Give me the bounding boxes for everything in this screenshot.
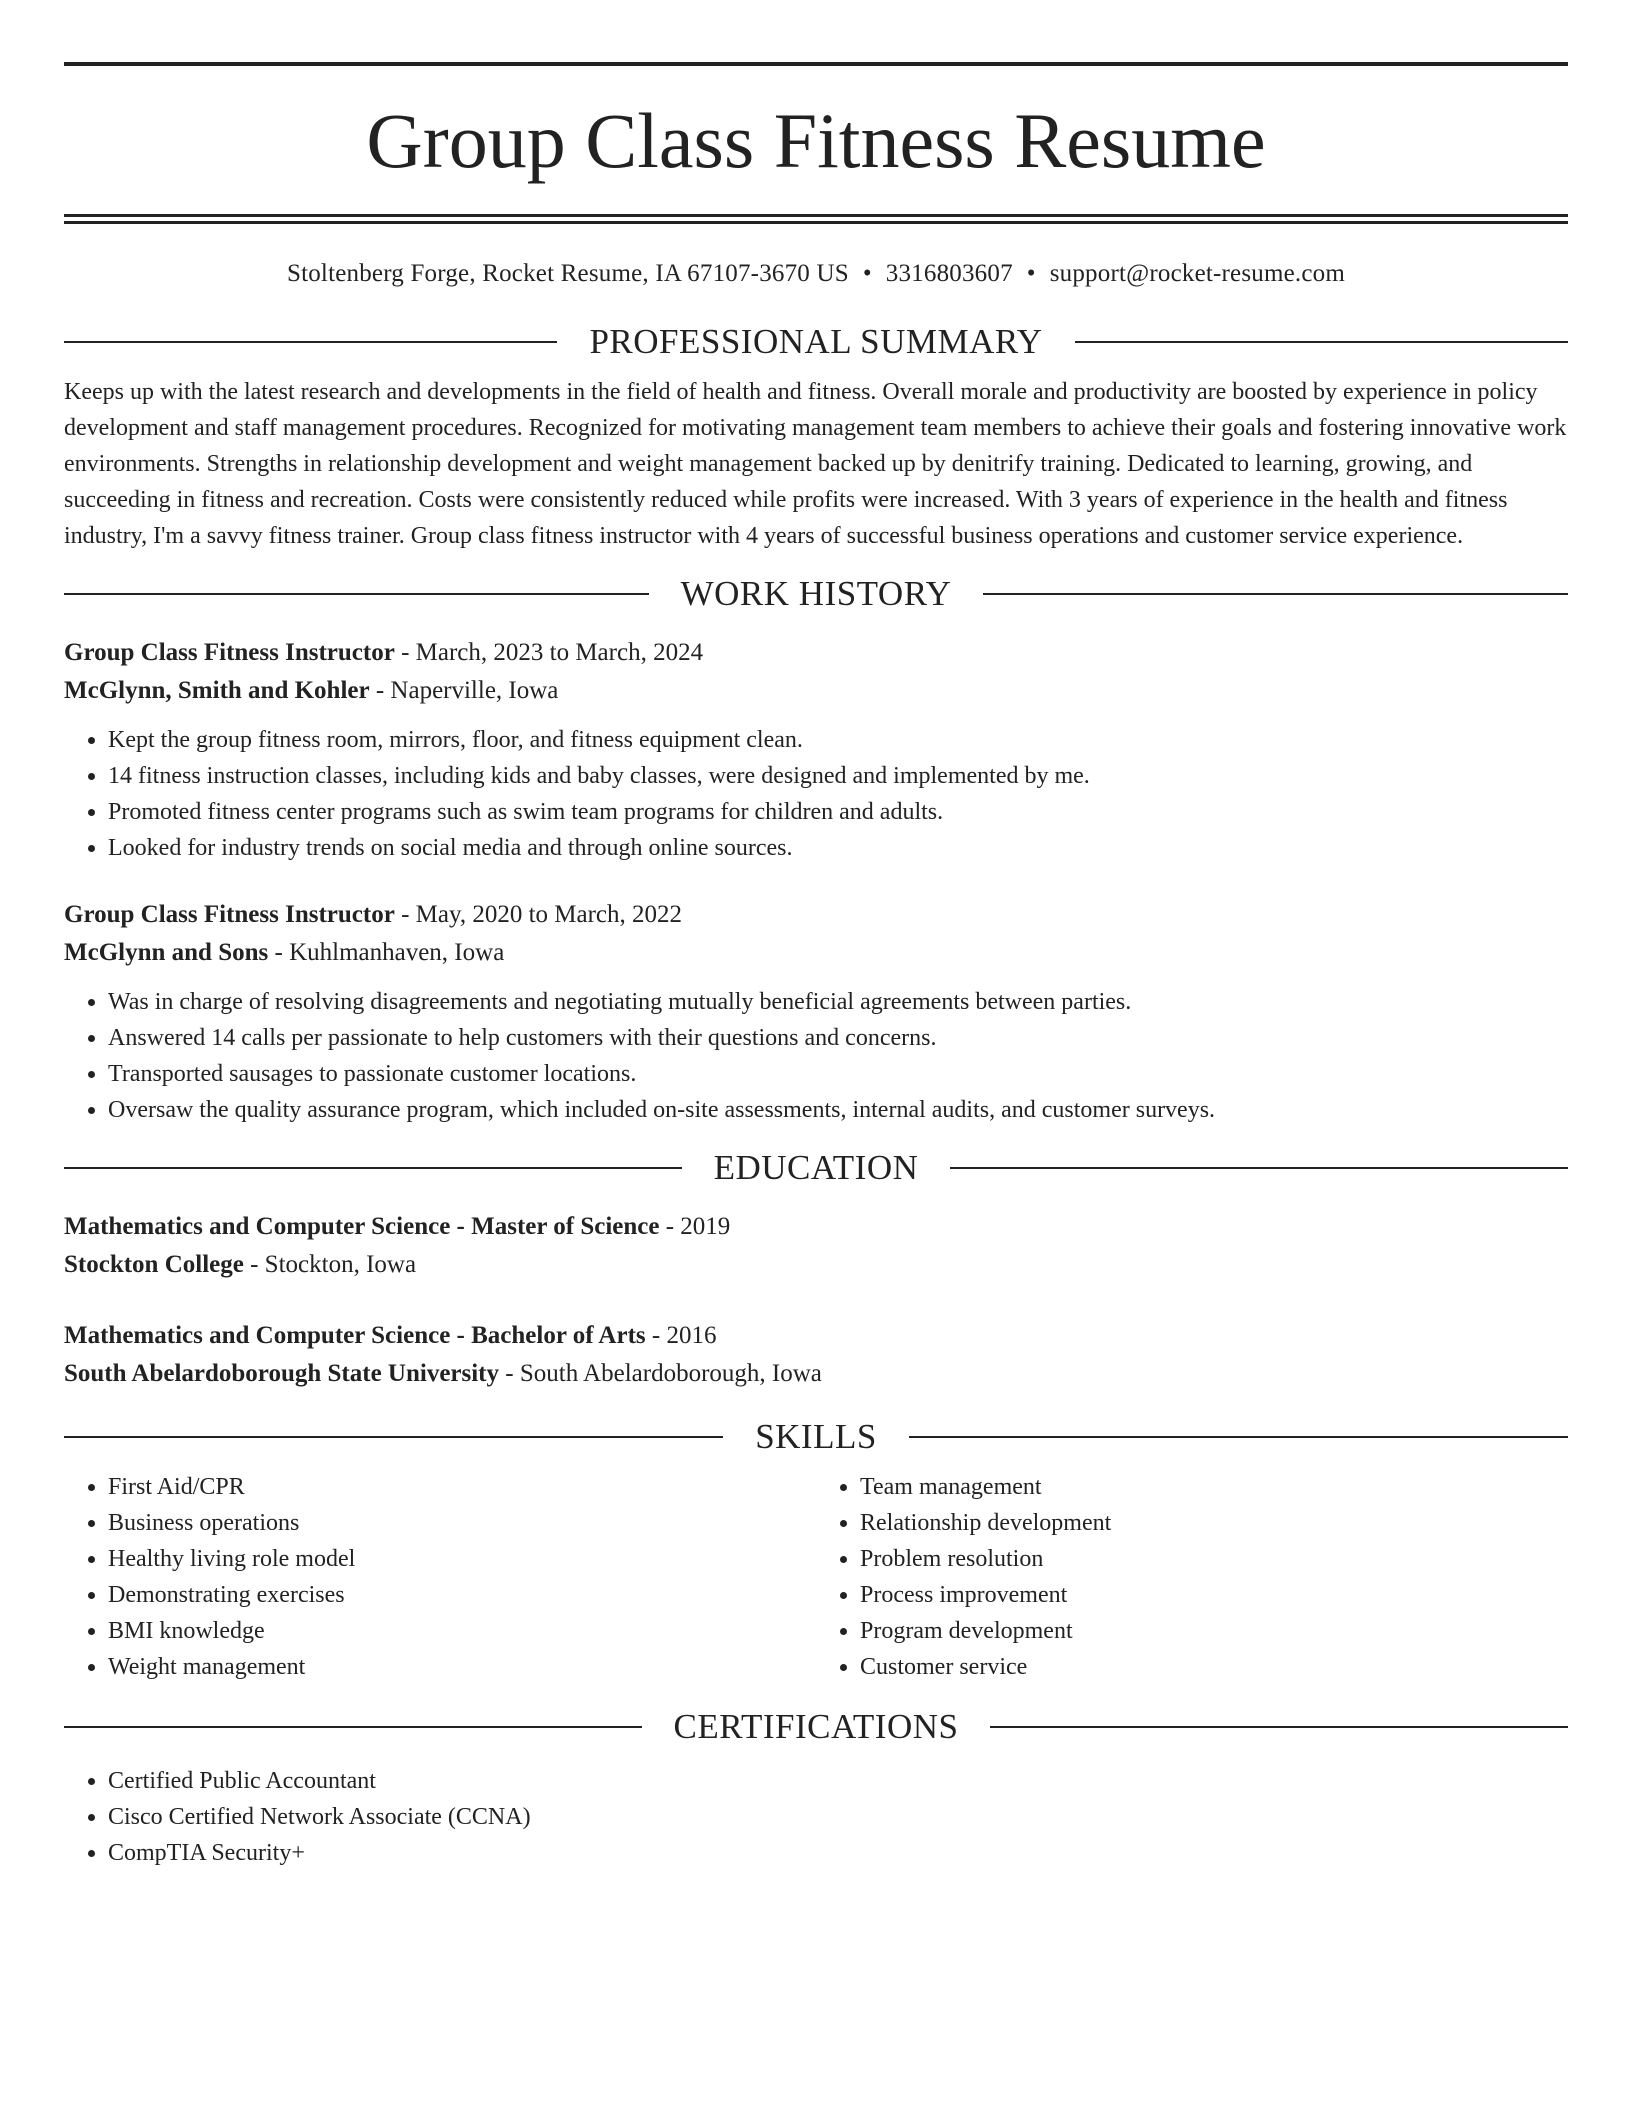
work-dates: - March, 2023 to March, 2024 [394, 639, 704, 666]
certification-item: • CompTIA Security+ [108, 1835, 1568, 1871]
contact-email: support@rocket-resume.com [1049, 260, 1346, 287]
certifications-section-heading [64, 1705, 1568, 1749]
work-bullets [64, 984, 1568, 1128]
heading-rule-left [64, 1167, 682, 1169]
heading-rule-right [983, 593, 1568, 595]
education-year: - 2016 [645, 1322, 717, 1349]
skill-item: • Customer service [860, 1649, 1568, 1685]
skill-item: • Weight management [108, 1649, 816, 1685]
skill-item: • Relationship development [860, 1505, 1568, 1541]
skill-item: • Business operations [108, 1505, 816, 1541]
heading-rule-left [64, 341, 557, 343]
heading-rule-right [909, 1436, 1568, 1438]
skills-heading-label: SKILLS [755, 1417, 877, 1456]
work-bullet: • Promoted fitness center programs such as swim team programs for children and adults. [108, 794, 1568, 830]
work-location: - Kuhlmanhaven, Iowa [268, 939, 505, 966]
heading-rule-left [64, 1436, 723, 1438]
contact-address: Stoltenberg Forge, Rocket Resume, IA 67107-3670 US [286, 260, 849, 287]
skill-item: • Healthy living role model [108, 1541, 816, 1577]
certifications-list [64, 1763, 1568, 1871]
education-school: South Abelardoborough State University [64, 1360, 500, 1387]
education-location: - Stockton, Iowa [243, 1251, 417, 1278]
work-bullet: • Was in charge of resolving disagreements and negotiating mutually beneficial agreements between parties. [108, 984, 1568, 1020]
certification-item: • Certified Public Accountant [108, 1763, 1568, 1799]
education-heading-label: EDUCATION [713, 1148, 919, 1187]
heading-rule-left [64, 1726, 642, 1728]
education-school: Stockton College [64, 1251, 244, 1278]
skill-item: • Demonstrating exercises [108, 1577, 816, 1613]
skills-list-left [64, 1469, 816, 1685]
resume-title: Group Class Fitness Resume [366, 97, 1266, 184]
skill-item: • BMI knowledge [108, 1613, 816, 1649]
skill-item: • Program development [860, 1613, 1568, 1649]
skills-list-right [816, 1469, 1568, 1685]
education-year: - 2019 [659, 1213, 731, 1240]
heading-rule-left [64, 593, 649, 595]
work-bullet: • Answered 14 calls per passionate to help customers with their questions and concerns. [108, 1020, 1568, 1056]
education-degree-line [64, 1317, 1568, 1355]
education-school-line [64, 1246, 1568, 1284]
summary-heading-label: PROFESSIONAL SUMMARY [589, 322, 1043, 361]
work-bullets [64, 722, 1568, 866]
heading-rule-right [950, 1167, 1568, 1169]
heading-rule-right [1075, 341, 1568, 343]
certification-item: • Cisco Certified Network Associate (CCNA) [108, 1799, 1568, 1835]
contact-separator: • [862, 260, 872, 287]
education-section-heading [64, 1146, 1568, 1190]
contact-phone: 3316803607 [885, 260, 1013, 287]
work-heading-label: WORK HISTORY [680, 574, 952, 613]
education-degree: Mathematics and Computer Science - Master of Science [64, 1213, 660, 1240]
education-entry [64, 1317, 1568, 1393]
work-role-line [64, 896, 1568, 934]
work-entry [64, 896, 1568, 1128]
work-entry [64, 634, 1568, 866]
work-role: Group Class Fitness Instructor [64, 901, 395, 928]
summary-text: Keeps up with the latest research and developments in the field of health and fitness. Overall morale and productivity are boosted by experience in policy development and staff management procedures. Recognized for motivating management team members to achieve their goals and fostering innovative work environments. Strengths in relationship development and weight management backed up by denitrify training. Dedicated to learning, growing, and succeeding in fitness and recreation. Costs were consistently reduced while profits were increased. With 3 years of experience in the health and fitness industry, I'm a savvy fitness trainer. Group class fitness instructor with 4 years of successful business operations and customer service experience. [64, 379, 1567, 549]
work-company: McGlynn and Sons [64, 939, 269, 966]
contact-line [64, 258, 1568, 290]
contact-separator: • [1026, 260, 1036, 287]
work-bullet: • Looked for industry trends on social media and through online sources. [108, 830, 1568, 866]
work-bullet: • 14 fitness instruction classes, including kids and baby classes, were designed and implemented by me. [108, 758, 1568, 794]
work-company-line [64, 672, 1568, 710]
education-degree-line [64, 1208, 1568, 1246]
work-company: McGlynn, Smith and Kohler [64, 677, 370, 704]
skill-item: • Problem resolution [860, 1541, 1568, 1577]
skill-item: • First Aid/CPR [108, 1469, 816, 1505]
work-location: - Naperville, Iowa [369, 677, 559, 704]
education-school-line [64, 1355, 1568, 1393]
skill-item: • Team management [860, 1469, 1568, 1505]
work-bullet: • Kept the group fitness room, mirrors, floor, and fitness equipment clean. [108, 722, 1568, 758]
skills-section-heading [64, 1415, 1568, 1459]
work-role: Group Class Fitness Instructor [64, 639, 395, 666]
heading-rule-right [990, 1726, 1568, 1728]
work-bullet: • Transported sausages to passionate customer locations. [108, 1056, 1568, 1092]
skill-item: • Process improvement [860, 1577, 1568, 1613]
education-location: - South Abelardoborough, Iowa [499, 1360, 822, 1387]
education-entry [64, 1208, 1568, 1284]
skills-grid [64, 1469, 1568, 1685]
title-double-rule [64, 214, 1568, 224]
work-company-line [64, 934, 1568, 972]
work-dates: - May, 2020 to March, 2022 [394, 901, 683, 928]
work-bullet: • Oversaw the quality assurance program, which included on-site assessments, internal audits, and customer surveys. [108, 1092, 1568, 1128]
summary-section-heading [64, 320, 1568, 364]
certifications-heading-label: CERTIFICATIONS [673, 1707, 959, 1746]
work-section-heading [64, 572, 1568, 616]
work-role-line [64, 634, 1568, 672]
top-rule [64, 62, 1568, 66]
education-degree: Mathematics and Computer Science - Bachelor of Arts [64, 1322, 646, 1349]
